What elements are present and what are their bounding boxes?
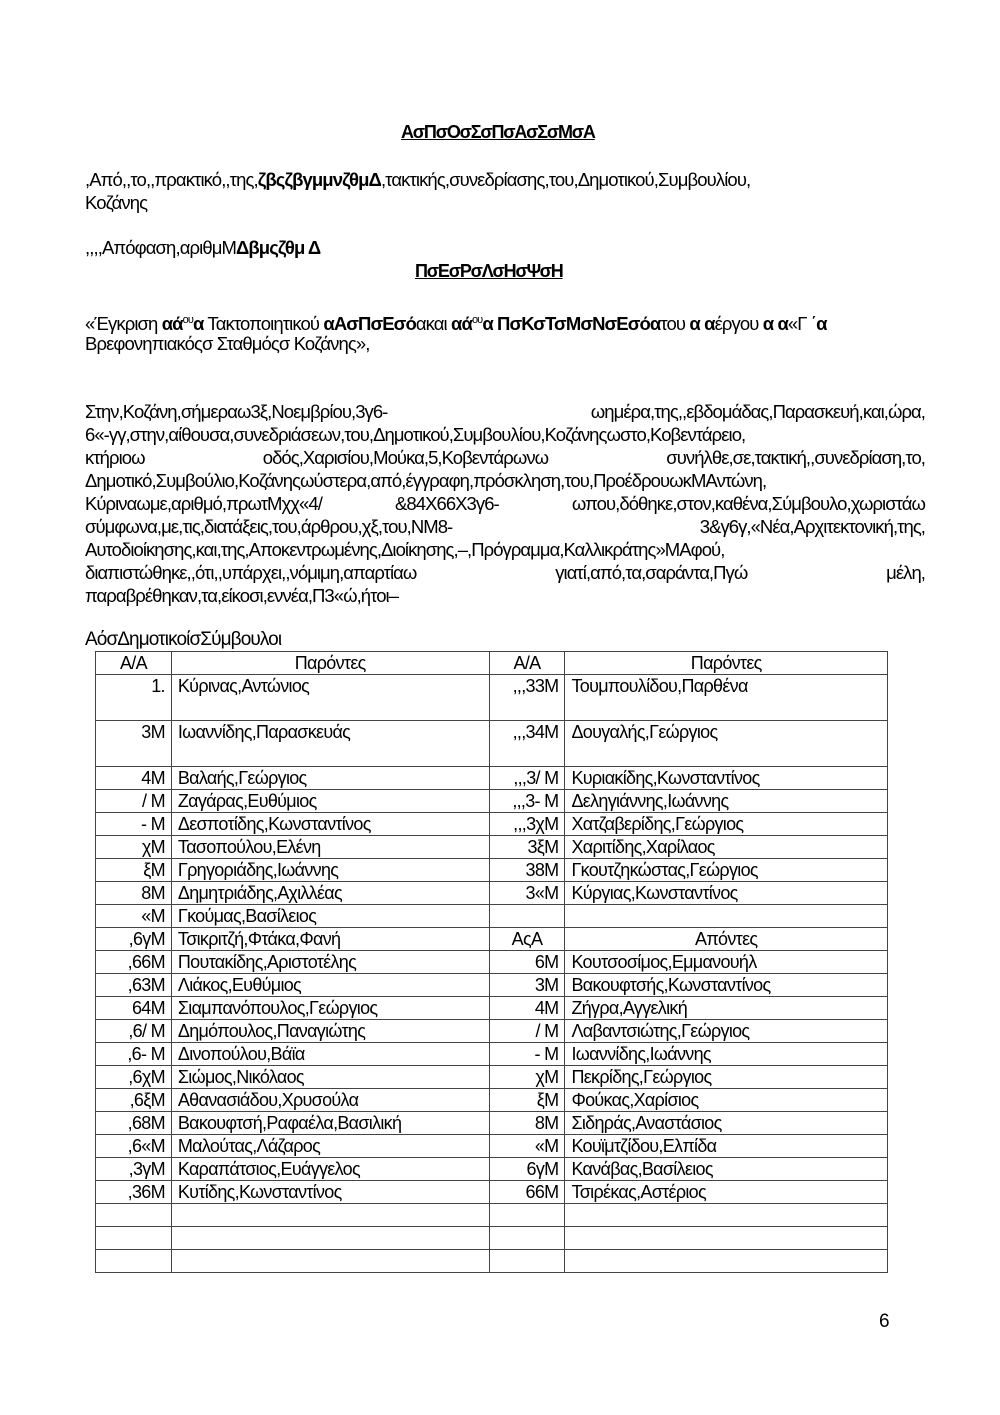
member-name xyxy=(171,1250,489,1273)
member-number: «Μ xyxy=(96,905,172,928)
member-name: Δινοπούλου,Βάϊα xyxy=(171,1043,489,1066)
member-name: Δημόπουλος,Παναγιώτης xyxy=(171,1020,489,1043)
member-name xyxy=(565,1250,888,1273)
member-number: 6Μ xyxy=(489,951,565,974)
member-name: Σιώμος,Νικόλαος xyxy=(171,1066,489,1089)
page-number: 6 xyxy=(879,1311,890,1332)
table-row xyxy=(96,1020,888,1043)
member-number xyxy=(489,1204,565,1227)
subject-fragment: Τακτοποιητικού xyxy=(203,313,324,335)
subject-heading: ΠσΕσΡσΛσΗσΨσΗ xyxy=(415,261,563,281)
member-number: 3Μ xyxy=(96,721,172,767)
subject-fragment: ακαι xyxy=(415,313,452,335)
member-name: Γκούμας,Βασίλειος xyxy=(171,905,489,928)
member-number: ,6/ Μ xyxy=(96,1020,172,1043)
body-line: 6«-γγ,στην,αίθουσα,συνεδριάσεων,του,Δημοτικού,Συμβουλίου,Κοζάνηςωστο,Κοβεντάρειο, xyxy=(85,424,746,445)
member-number: ΑςΑ xyxy=(489,928,565,951)
member-name: Πουτακίδης,Αριστοτέλης xyxy=(171,951,489,974)
table-row xyxy=(96,974,888,997)
member-number: ,,,34Μ xyxy=(489,721,565,767)
member-number: ,,,3/ Μ xyxy=(489,767,565,790)
table-caption: ΑόσΔημοτικοίσΣύμβουλοι xyxy=(85,629,282,650)
table-row xyxy=(96,997,888,1020)
member-number: 3«Μ xyxy=(489,882,565,905)
decision-line xyxy=(85,236,320,259)
member-name: Κυριακίδης,Κωνσταντίνος xyxy=(565,767,888,790)
member-name: Δεσποτίδης,Κωνσταντίνος xyxy=(171,813,489,836)
member-name: Ιωαννίδης,Ιωάννης xyxy=(565,1043,888,1066)
table-row xyxy=(96,882,888,905)
member-name: Τουμπουλίδου,Παρθένα xyxy=(565,675,888,721)
member-number: ,6- Μ xyxy=(96,1043,172,1066)
member-number: ,6χΜ xyxy=(96,1066,172,1089)
member-number: - Μ xyxy=(489,1043,565,1066)
member-name: Γκουτζηκώστας,Γεώργιος xyxy=(565,859,888,882)
subject-fragment: α xyxy=(816,313,827,335)
member-number: ,6«Μ xyxy=(96,1135,172,1158)
body-line: κτήριοω οδός,Χαρισίου,Μούκα,5,Κοβεντάρωνω συνήλθε,σε,τακτική,,συνεδρίαση,το, xyxy=(85,447,925,468)
member-number: 1. xyxy=(96,675,172,721)
member-number: ,36Μ xyxy=(96,1181,172,1204)
member-number: 66Μ xyxy=(489,1181,565,1204)
member-name: Αθανασιάδου,Χρυσούλα xyxy=(171,1089,489,1112)
member-name: Μαλούτας,Λάζαρος xyxy=(171,1135,489,1158)
subject-fragment: του xyxy=(660,313,690,335)
member-name: Σιαμπανόπουλος,Γεώργιος xyxy=(171,997,489,1020)
subject-fragment: α α xyxy=(762,313,788,335)
member-name: Κουτσοσίμος,Εμμανουήλ xyxy=(565,951,888,974)
member-number: 8Μ xyxy=(96,882,172,905)
member-name xyxy=(171,1204,489,1227)
table-row xyxy=(96,721,888,767)
decision-prefix: ,,,,Απόφαση,αριθμΜ xyxy=(85,237,236,258)
council-members-table xyxy=(95,651,888,1273)
member-name: Καραπάτσιος,Ευάγγελος xyxy=(171,1158,489,1181)
member-number xyxy=(96,1227,172,1250)
subject-fragment: αά xyxy=(451,313,472,335)
member-number: - Μ xyxy=(96,813,172,836)
subject-fragment: έργου xyxy=(714,313,763,335)
member-number: ξΜ xyxy=(96,859,172,882)
member-number: ,3γΜ xyxy=(96,1158,172,1181)
member-number: / Μ xyxy=(96,790,172,813)
table-row xyxy=(96,813,888,836)
header-right-present: Παρόντες xyxy=(565,652,888,675)
member-name: Χατζαβερίδης,Γεώργιος xyxy=(565,813,888,836)
header-left-number: Α/Α xyxy=(96,652,172,675)
member-name xyxy=(171,1227,489,1250)
member-name: Κυτίδης,Κωνσταντίνος xyxy=(171,1181,489,1204)
member-number xyxy=(489,1250,565,1273)
member-name: Κύρινας,Αντώνιος xyxy=(171,675,489,721)
member-number: ,,,3χΜ xyxy=(489,813,565,836)
table-header-row xyxy=(96,652,888,675)
table-row xyxy=(96,905,888,928)
table-row xyxy=(96,790,888,813)
body-line: Κύριναωμε,αριθμό,πρωτΜχχ«4/ &84Χ66Χ3γ6- ωπου,δόθηκε,στον,καθένα,Σύμβουλο,χωριστάω xyxy=(85,493,925,514)
table-row xyxy=(96,836,888,859)
member-name: Δεληγιάννης,Ιωάννης xyxy=(565,790,888,813)
document-heading: ΑσΠσΟσΣσΠσΑσΣσΜσΑ xyxy=(401,122,595,142)
member-name xyxy=(565,905,888,928)
member-name: Ιωαννίδης,Παρασκευάς xyxy=(171,721,489,767)
subject-fragment: ου xyxy=(471,314,483,326)
member-name xyxy=(565,1204,888,1227)
member-name: Βακουφτσή,Ραφαέλα,Βασιλική xyxy=(171,1112,489,1135)
subject-fragment: α ΠσΚσΤσΜσΝσΕσόα xyxy=(482,313,661,335)
member-number: 3ξΜ xyxy=(489,836,565,859)
subject-fragment: «Γ ΄ xyxy=(787,313,817,335)
table-row xyxy=(96,928,888,951)
body-line: Δημοτικό,Συμβούλιο,Κοζάνηςωύστερα,από,έγγραφη,πρόσκληση,του,ΠροέδρουωκΜΑντώνη, xyxy=(85,470,767,491)
member-number: «Μ xyxy=(489,1135,565,1158)
session-number: ζβςζβγμμνζθμΔ xyxy=(257,169,381,190)
table-row xyxy=(96,1227,888,1250)
member-name: Τσιρέκας,Αστέριος xyxy=(565,1181,888,1204)
header-left-present: Παρόντες xyxy=(171,652,489,675)
member-name: Λαβαντσιώτης,Γεώργιος xyxy=(565,1020,888,1043)
member-number: 8Μ xyxy=(489,1112,565,1135)
subject-fragment: α xyxy=(192,313,204,335)
table-row xyxy=(96,1250,888,1273)
table-row xyxy=(96,1089,888,1112)
member-name: Κύργιας,Κωνσταντίνος xyxy=(565,882,888,905)
member-name: Δημητριάδης,Αχιλλέας xyxy=(171,882,489,905)
subject-fragment: ου xyxy=(182,314,193,326)
member-number: ,66Μ xyxy=(96,951,172,974)
table-row xyxy=(96,767,888,790)
subject-line-2: Βρεφονηπιακόςσ Σταθμόςσ Κοζάνης», xyxy=(85,333,370,354)
absent-header: Απόντες xyxy=(565,928,888,951)
member-number: ,6γΜ xyxy=(96,928,172,951)
body-line: Αυτοδιοίκησης,και,της,Αποκεντρωμένης,Διοίκησης,–,Πρόγραμμα,Καλλικράτης»ΜΑφού, xyxy=(85,539,725,560)
member-name: Τσικριτζή,Φτάκα,Φανή xyxy=(171,928,489,951)
body-line: διαπιστώθηκε,,ότι,,υπάρχει,,νόμιμη,απαρτίαω γιατί,από,τα,σαράντα,Πγώ μέλη, xyxy=(85,562,925,583)
table-row xyxy=(96,1135,888,1158)
table-row xyxy=(96,675,888,721)
member-number: ,6ξΜ xyxy=(96,1089,172,1112)
excerpt-line-2: Κοζάνης xyxy=(85,192,148,213)
excerpt-prefix: ,Από,,το,,πρακτικό,,της, xyxy=(85,169,258,190)
decision-number: Δβμςζθμ Δ xyxy=(235,237,321,258)
table-row xyxy=(96,1066,888,1089)
member-number: 6γΜ xyxy=(489,1158,565,1181)
member-name: Πεκρίδης,Γεώργιος xyxy=(565,1066,888,1089)
member-name: Βαλαής,Γεώργιος xyxy=(171,767,489,790)
subject-fragment: αά xyxy=(161,313,183,335)
member-number: 4Μ xyxy=(96,767,172,790)
header-right-number: Α/Α xyxy=(489,652,565,675)
member-number: / Μ xyxy=(489,1020,565,1043)
excerpt-line xyxy=(85,168,750,191)
member-number: 3Μ xyxy=(489,974,565,997)
member-number xyxy=(96,1250,172,1273)
member-number xyxy=(489,1227,565,1250)
member-number: 4Μ xyxy=(489,997,565,1020)
subject-fragment: α α xyxy=(689,313,715,335)
member-number xyxy=(96,1204,172,1227)
subject-fragment: αΑσΠσΕσό xyxy=(323,313,416,335)
member-name: Κουϊμτζίδου,Ελπίδα xyxy=(565,1135,888,1158)
member-name: Βακουφτσής,Κωνσταντίνος xyxy=(565,974,888,997)
member-number: 64Μ xyxy=(96,997,172,1020)
member-name: Τασοπούλου,Ελένη xyxy=(171,836,489,859)
body-paragraph xyxy=(85,400,925,607)
member-name: Ζαγάρας,Ευθύμιος xyxy=(171,790,489,813)
member-name: Φούκας,Χαρίσιος xyxy=(565,1089,888,1112)
member-number: χΜ xyxy=(96,836,172,859)
member-name: Χαριτίδης,Χαρίλαος xyxy=(565,836,888,859)
table-row xyxy=(96,1043,888,1066)
table-row xyxy=(96,1204,888,1227)
body-line: σύμφωνα,με,τις,διατάξεις,του,άρθρου,χξ,του,ΝΜ8- 3&γ6γ,«Νέα,Αρχιτεκτονική,της, xyxy=(85,516,925,537)
body-line: παραβρέθηκαν,τα,είκοσι,εννέα,Π3«ώ,ήτοι– xyxy=(85,585,399,606)
table-row xyxy=(96,1112,888,1135)
member-name xyxy=(565,1227,888,1250)
member-name: Δουγαλής,Γεώργιος xyxy=(565,721,888,767)
table-row xyxy=(96,1181,888,1204)
member-number xyxy=(489,905,565,928)
member-number: χΜ xyxy=(489,1066,565,1089)
table-row xyxy=(96,859,888,882)
excerpt-suffix: ,τακτικής,συνεδρίασης,του,Δημοτικού,Συμβουλίου, xyxy=(380,169,751,190)
member-name: Λιάκος,Ευθύμιος xyxy=(171,974,489,997)
member-number: ,63Μ xyxy=(96,974,172,997)
table-row xyxy=(96,1158,888,1181)
member-number: ,68Μ xyxy=(96,1112,172,1135)
body-line: Στην,Κοζάνη,σήμεραω3ξ,Νοεμβρίου,3γ6- ωημέρα,της,,εβδομάδας,Παρασκευή,και,ώρα, xyxy=(85,401,925,422)
table-row xyxy=(96,951,888,974)
member-number: ,,,3- Μ xyxy=(489,790,565,813)
subject-fragment: «Έγκριση xyxy=(85,313,162,335)
member-name: Γρηγοριάδης,Ιωάννης xyxy=(171,859,489,882)
member-number: ,,,33Μ xyxy=(489,675,565,721)
member-name: Σιδηράς,Αναστάσιος xyxy=(565,1112,888,1135)
member-number: 38Μ xyxy=(489,859,565,882)
member-name: Κανάβας,Βασίλειος xyxy=(565,1158,888,1181)
member-number: ξΜ xyxy=(489,1089,565,1112)
member-name: Ζήγρα,Αγγελική xyxy=(565,997,888,1020)
